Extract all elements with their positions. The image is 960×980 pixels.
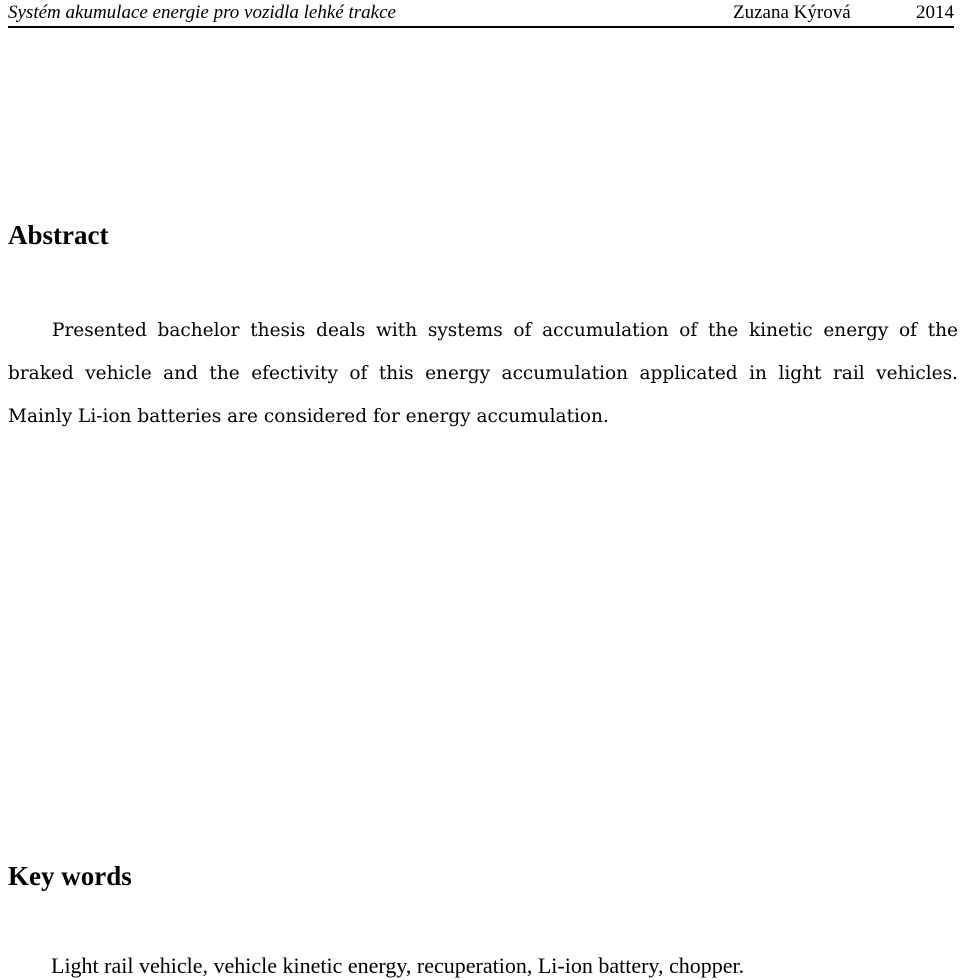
header-author: Zuzana Kýrová — [733, 2, 851, 23]
keywords-heading: Key words — [8, 861, 132, 891]
page-header — [8, 0, 954, 28]
abstract-heading: Abstract — [8, 220, 109, 250]
keywords-text: Light rail vehicle, vehicle kinetic energy, recuperation, Li-ion battery, chopper. — [51, 953, 745, 978]
abstract-line: Presented bachelor thesis deals with systems of accumulation of the kinetic energy of the — [52, 320, 958, 341]
header-title: Systém akumulace energie pro vozidla lehké trakce — [8, 2, 396, 23]
abstract-line: Mainly Li-ion batteries are considered for energy accumulation. — [8, 406, 609, 427]
header-year: 2014 — [916, 2, 954, 23]
abstract-line: braked vehicle and the efectivity of this energy accumulation applicated in light rail vehicles. — [8, 363, 958, 384]
abstract-body — [8, 309, 958, 438]
